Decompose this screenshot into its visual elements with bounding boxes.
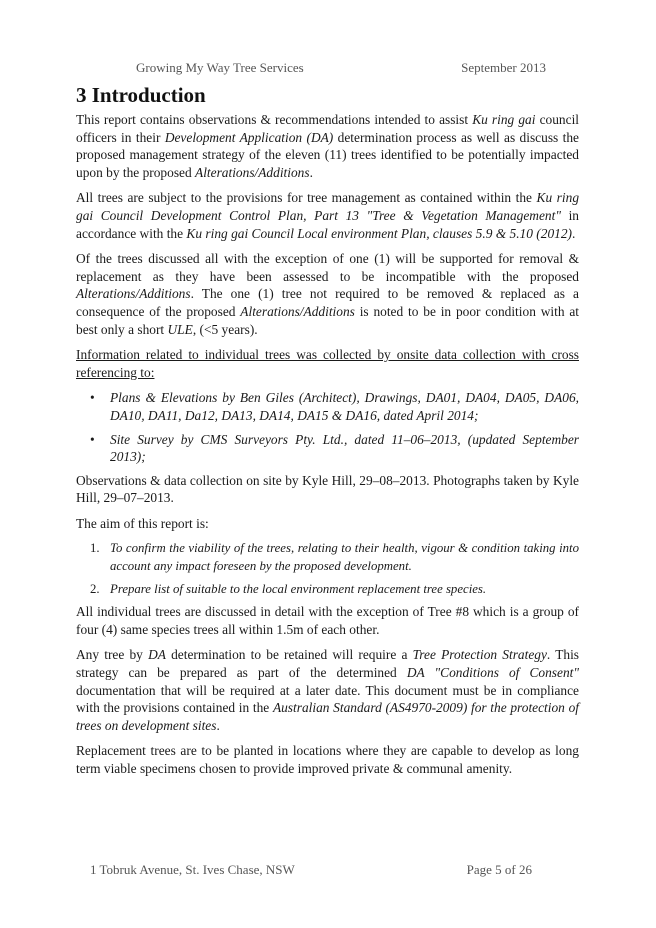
section-title: 3 Introduction <box>76 83 206 107</box>
text-run: determination to be retained will require a <box>165 647 413 663</box>
paragraph-replacement: Replacement trees are to be planted in locations where they are capable to develop as long term viable specimens chosen to provide improved private & communal amenity. <box>76 743 579 776</box>
text-run: documentation that will be required at a later date. This document must be in compliance with the provisions contained in the <box>76 682 579 716</box>
paragraph-data-collection: Information related to individual trees was collected by onsite data collection with cross referencing to: <box>76 347 579 380</box>
aim-item <box>90 540 579 575</box>
text-run: Alterations/Additions <box>76 286 191 302</box>
footer-address: 1 Tobruk Avenue, St. Ives Chase, NSW <box>90 862 295 877</box>
paragraph-observations: Observations & data collection on site by Kyle Hill, 29–08–2013. Photographs taken by Kyle Hill, 29–07–2013. <box>76 472 579 506</box>
text-run: ULE <box>167 321 193 337</box>
text-run: . The one (1) tree not required to be removed & replaced as a consequence of the proposed <box>76 286 579 319</box>
text-run: Australian Standard (AS4970-2009) for the protection of trees on development sites <box>76 700 579 733</box>
text-run: . <box>216 717 220 733</box>
text-run: in accordance with the <box>76 207 579 241</box>
text-run: All trees are subject to the provisions for tree management as contained within the <box>76 190 537 206</box>
text-run: Any tree by <box>76 647 149 663</box>
aim-item <box>90 581 579 599</box>
aim-number: 1. <box>90 541 100 556</box>
text-run: Tree Protection Strategy <box>412 647 547 663</box>
aim-text: To confirm the viability of the trees, relating to their health, vigour & condition taking into account any impact foreseen by the proposed development. <box>110 541 579 574</box>
text-run: determination process as well as discuss the proposed management strategy of the eleven (11) trees identified to be potentially impacted upon by the proposed <box>76 129 580 180</box>
text-run: DA "Conditions of Consent" <box>406 665 579 681</box>
paragraph-intro <box>76 111 579 181</box>
text-run: This report contains observations & recommendations intended to assist <box>76 112 473 127</box>
paragraph-protection-strategy <box>76 646 579 734</box>
text-run: . <box>309 164 313 180</box>
text-run: Alterations/Additions <box>195 164 310 180</box>
text-run: Ku ring gai Council Development Control Plan, Part 13 "Tree & Vegetation Management" <box>76 190 580 223</box>
text-run: Development Application (DA) <box>164 129 334 145</box>
header-company: Growing My Way Tree Services <box>136 60 304 75</box>
text-run: Ku ring gai Council Local environment Plan, clauses 5.9 & 5.10 (2012) <box>186 225 572 241</box>
reference-list <box>76 389 579 465</box>
footer-page-number: Page 5 of 26 <box>466 862 532 877</box>
text-run: DA <box>148 647 166 663</box>
text-run: is noted to be in poor condition with at best only a short <box>76 303 579 337</box>
text-run: Ku ring gai <box>472 112 536 127</box>
aims-list <box>76 540 579 598</box>
body-text <box>76 111 579 786</box>
paragraph-aim-intro: The aim of this report is: <box>76 515 209 531</box>
text-run: Of the trees discussed all with the exception of one (1) will be supported for removal & replacement as they have been assessed to be incompatible with the proposed <box>76 251 579 284</box>
header-date: September 2013 <box>461 60 546 75</box>
reference-item: • Plans & Elevations by Ben Giles (Architect), Drawings, DA01, DA04, DA05, DA06, DA10, DA11, Da12, DA13, DA14, DA15 & DA16, dated April 2014; <box>110 389 579 424</box>
aim-number: 2. <box>90 581 100 596</box>
reference-item: • Site Survey by CMS Surveyors Pty. Ltd., dated 11–06–2013, (updated September 2013); <box>110 431 579 466</box>
text-run: . This strategy can be prepared as part of the determined <box>76 647 580 681</box>
text-run: . <box>572 225 576 241</box>
paragraph-trees-discussed: All individual trees are discussed in detail with the exception of Tree #8 which is a group of four (4) same species trees all within 1.5m of each other. <box>76 604 579 637</box>
paragraph-provisions <box>76 189 579 242</box>
text-run: , (<5 years). <box>192 321 258 337</box>
text-run: Alterations/Additions <box>240 303 355 319</box>
paragraph-removal <box>76 250 579 338</box>
aim-text: Prepare list of suitable to the local environment replacement tree species. <box>110 581 487 596</box>
text-run: council officers in their <box>76 112 580 145</box>
